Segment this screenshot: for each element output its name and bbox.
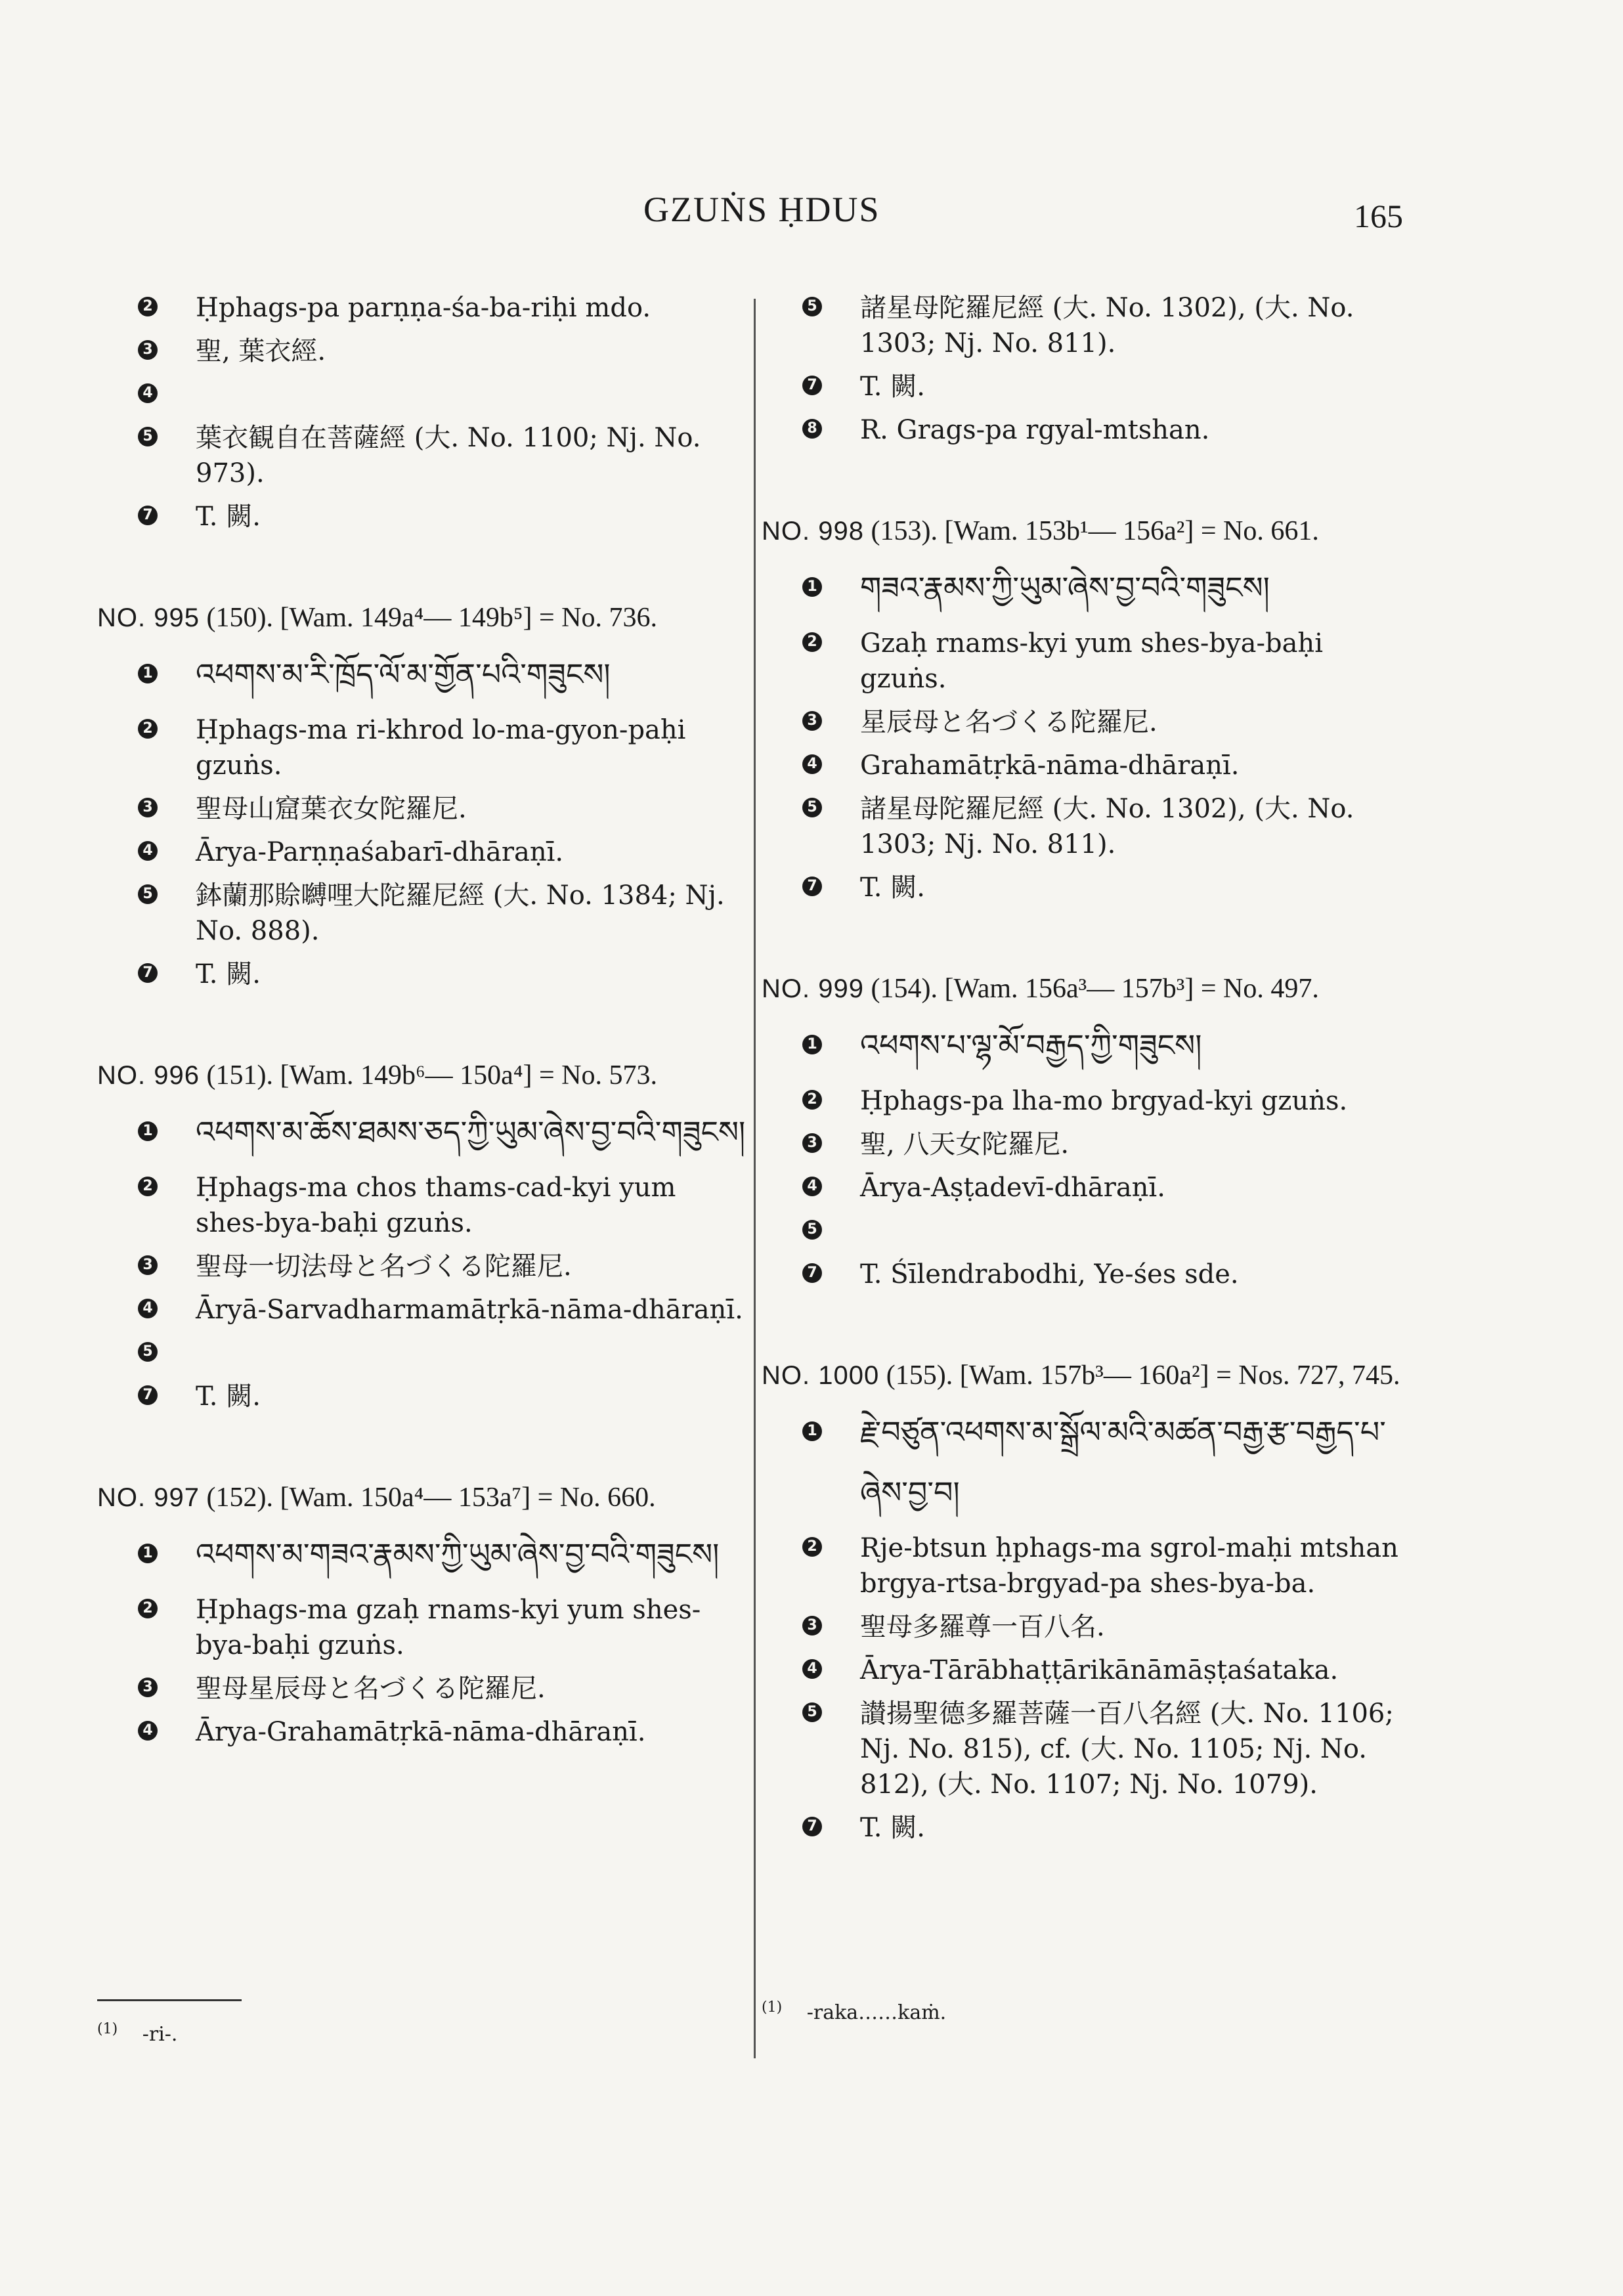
footnote-mark: (1) bbox=[97, 2021, 118, 2037]
field-text: 聖母星辰母と名づくる陀羅尼. bbox=[196, 1674, 546, 1704]
tibetan-title: རྗེ་བཙུན་འཕགས་མ་སྒྲོལ་མའི་མཚན་བརྒྱ་རྩ་བརྒྱད་པ་ཞེས་བྱ་བ། bbox=[860, 1414, 1386, 1510]
tibetan-title: འཕགས་མ་རི་ཁྲོད་ལོ་མ་གྱོན་པའི་གཟུངས། bbox=[196, 657, 611, 692]
circled-number-icon: 7 bbox=[802, 877, 822, 896]
catalog-entry bbox=[762, 1358, 1412, 1846]
circled-number-icon: 4 bbox=[138, 1299, 158, 1318]
entry-field bbox=[762, 1257, 1412, 1292]
entry-reference: [Wam. 149b⁶— 150a⁴] = No. 573. bbox=[280, 1060, 657, 1091]
field-text: 葉衣観自在菩薩經 (大. No. 1100; Nj. No. 973). bbox=[196, 423, 701, 488]
circled-number-icon: 4 bbox=[138, 1721, 158, 1741]
entry-field bbox=[762, 557, 1412, 618]
entry-field bbox=[97, 1671, 747, 1706]
entry-number: NO. 997 bbox=[97, 1483, 200, 1512]
entry-field bbox=[762, 1402, 1412, 1523]
entry-field bbox=[97, 957, 747, 992]
circled-number-icon: 1 bbox=[802, 1035, 822, 1054]
entry-number: NO. 996 bbox=[97, 1061, 200, 1090]
field-text: T. 闕. bbox=[860, 372, 925, 402]
field-text: T. 闕. bbox=[860, 1813, 925, 1843]
field-text: 聖, 八天女陀羅尼. bbox=[860, 1129, 1070, 1159]
entry-heading bbox=[97, 600, 747, 636]
entry-field bbox=[97, 644, 747, 704]
catalog-entry bbox=[97, 600, 747, 992]
field-text: Ḥphags-ma chos thams-cad-kyi yum shes-bya-baḥi gzuṅs. bbox=[196, 1173, 676, 1238]
field-text: T. 闕. bbox=[196, 959, 261, 989]
circled-number-icon: 1 bbox=[138, 1544, 158, 1563]
field-text: T. Śīlendrabodhi, Ye-śes sde. bbox=[860, 1259, 1239, 1289]
field-text: 聖母一切法母と名づくる陀羅尼. bbox=[196, 1251, 572, 1282]
catalog-entry bbox=[762, 971, 1412, 1292]
circled-number-icon: 3 bbox=[802, 1616, 822, 1635]
entry-field bbox=[762, 412, 1412, 448]
entry-paren-number: (151). bbox=[206, 1060, 273, 1091]
footnote-text: -raka……kaṁ. bbox=[806, 2001, 947, 2024]
entry-field bbox=[97, 1170, 747, 1241]
circled-number-icon: 2 bbox=[802, 1090, 822, 1110]
field-text: 聖母多羅尊一百八名. bbox=[860, 1612, 1105, 1642]
entry-number: NO. 1000 bbox=[762, 1361, 880, 1390]
entry-field bbox=[97, 791, 747, 827]
entry-reference: [Wam. 157b³— 160a²] = Nos. 727, 745. bbox=[959, 1360, 1400, 1391]
entry-field bbox=[97, 834, 747, 870]
entry-field bbox=[762, 626, 1412, 697]
entry-reference: [Wam. 156a³— 157b³] = No. 497. bbox=[944, 974, 1319, 1004]
circled-number-icon: 3 bbox=[138, 798, 158, 817]
entry-field bbox=[97, 290, 747, 326]
entry-paren-number: (153). bbox=[871, 516, 938, 546]
page-number: 165 bbox=[1354, 198, 1403, 234]
circled-number-icon: 4 bbox=[802, 754, 822, 774]
circled-number-icon: 5 bbox=[802, 1220, 822, 1240]
circled-number-icon: 5 bbox=[138, 427, 158, 446]
field-text: 諸星母陀羅尼經 (大. No. 1302), (大. No. 1303; Nj. No. 811). bbox=[860, 794, 1354, 859]
entry-field bbox=[97, 1592, 747, 1663]
entry-field bbox=[762, 704, 1412, 740]
footnote-mark: (1) bbox=[762, 1999, 783, 2016]
footnote-left bbox=[97, 1999, 688, 2046]
footnote-right bbox=[762, 1999, 1352, 2024]
right-column bbox=[762, 282, 1412, 1859]
entry-field bbox=[762, 1696, 1412, 1802]
circled-number-icon: 5 bbox=[138, 1342, 158, 1362]
circled-number-icon: 2 bbox=[138, 719, 158, 739]
circled-number-icon: 1 bbox=[138, 1121, 158, 1141]
tibetan-title: འཕགས་མ་ཆོས་ཐམས་ཅད་ཀྱི་ཡུམ་ཞེས་བྱ་བའི་གཟུངས། bbox=[196, 1114, 746, 1150]
field-text: 諸星母陀羅尼經 (大. No. 1302), (大. No. 1303; Nj. No. 811). bbox=[860, 293, 1354, 358]
entry-field bbox=[762, 1810, 1412, 1846]
footnote-rule bbox=[97, 1999, 242, 2001]
entry-field bbox=[97, 334, 747, 369]
field-text: Gzaḥ rnams-kyi yum shes-bya-baḥi gzuṅs. bbox=[860, 628, 1323, 694]
entry-heading bbox=[97, 1480, 747, 1516]
entry-reference: [Wam. 149a⁴— 149b⁵] = No. 736. bbox=[280, 603, 657, 633]
field-text: Ārya-Tārābhaṭṭārikānāmāṣṭaśataka. bbox=[860, 1655, 1339, 1685]
entry-field bbox=[762, 1530, 1412, 1601]
circled-number-icon: 5 bbox=[802, 297, 822, 316]
circled-number-icon: 7 bbox=[802, 376, 822, 395]
circled-number-icon: 7 bbox=[802, 1263, 822, 1283]
field-text: Rje-btsun ḥphags-ma sgrol-maḥi mtshan brgya-rtsa-brgyad-pa shes-bya-ba. bbox=[860, 1533, 1398, 1599]
page-title: GZUṄS ḤDUS bbox=[643, 190, 880, 229]
circled-number-icon: 3 bbox=[138, 1255, 158, 1275]
circled-number-icon: 3 bbox=[802, 1133, 822, 1153]
field-text: 讃揚聖德多羅菩薩一百八名經 (大. No. 1106; Nj. No. 815), cf. (大. No. 1105; Nj. No. 812), (大. No. 1107; Nj. No. 1079). bbox=[860, 1699, 1394, 1800]
field-text: R. Grags-pa rgyal-mtshan. bbox=[860, 415, 1210, 445]
circled-number-icon: 2 bbox=[138, 1177, 158, 1196]
entry-number: NO. 998 bbox=[762, 517, 864, 546]
entry-field bbox=[762, 1213, 1412, 1249]
circled-number-icon: 2 bbox=[138, 1599, 158, 1618]
entry-field bbox=[762, 290, 1412, 361]
field-text: Ārya-Grahamātṛkā-nāma-dhāraṇī. bbox=[196, 1717, 646, 1747]
circled-number-icon: 7 bbox=[138, 1385, 158, 1405]
field-text: Ḥphags-pa parṇṇa-śa-ba-riḥi mdo. bbox=[196, 293, 651, 323]
field-text: Grahamātṛkā-nāma-dhāraṇī. bbox=[860, 750, 1240, 781]
circled-number-icon: 1 bbox=[138, 664, 158, 683]
entry-field bbox=[97, 878, 747, 949]
entry-field bbox=[762, 369, 1412, 404]
catalog-entry bbox=[762, 513, 1412, 905]
entry-field bbox=[762, 1170, 1412, 1205]
entry-field bbox=[97, 377, 747, 412]
entry-field bbox=[762, 1015, 1412, 1075]
entry-field bbox=[762, 870, 1412, 905]
catalog-entry bbox=[97, 290, 747, 534]
entry-field bbox=[97, 1335, 747, 1371]
field-text: 鉢蘭那賒嚩哩大陀羅尼經 (大. No. 1384; Nj. No. 888). bbox=[196, 880, 725, 946]
entry-field bbox=[762, 1083, 1412, 1119]
circled-number-icon: 4 bbox=[802, 1177, 822, 1196]
circled-number-icon: 5 bbox=[138, 884, 158, 904]
entry-reference: [Wam. 153b¹— 156a²] = No. 661. bbox=[944, 516, 1319, 546]
entry-field bbox=[762, 748, 1412, 783]
entry-paren-number: (154). bbox=[871, 974, 938, 1004]
entry-number: NO. 999 bbox=[762, 974, 864, 1003]
entry-paren-number: (150). bbox=[206, 603, 273, 633]
tibetan-title: གཟའ་རྣམས་ཀྱི་ཡུམ་ཞེས་བྱ་བའི་གཟུངས། bbox=[860, 570, 1270, 605]
field-text: Ḥphags-ma ri-khrod lo-ma-gyon-paḥi gzuṅs. bbox=[196, 715, 686, 781]
field-text: Āryā-Sarvadharmamātṛkā-nāma-dhāraṇī. bbox=[196, 1295, 743, 1325]
circled-number-icon: 2 bbox=[802, 1537, 822, 1557]
field-text: T. 闕. bbox=[860, 873, 925, 903]
footnote-text: -ri-. bbox=[142, 2023, 178, 2046]
field-text: Ḥphags-ma gzaḥ rnams-kyi yum shes-bya-baḥi gzuṅs. bbox=[196, 1595, 701, 1660]
circled-number-icon: 5 bbox=[802, 1702, 822, 1722]
circled-number-icon: 4 bbox=[138, 383, 158, 403]
circled-number-icon: 1 bbox=[802, 1421, 822, 1441]
column-divider bbox=[754, 299, 756, 2058]
circled-number-icon: 3 bbox=[802, 711, 822, 731]
entry-heading bbox=[762, 1358, 1412, 1394]
circled-number-icon: 2 bbox=[138, 297, 158, 316]
entry-field bbox=[97, 420, 747, 491]
field-text: Ārya-Parṇṇaśabarī-dhāraṇī. bbox=[196, 837, 564, 867]
tibetan-title: འཕགས་པ་ལྷ་མོ་བརྒྱད་ཀྱི་གཟུངས། bbox=[860, 1028, 1202, 1063]
entry-field bbox=[97, 1524, 747, 1584]
entry-field bbox=[97, 1102, 747, 1162]
entry-field bbox=[97, 1249, 747, 1284]
field-text: T. 闕. bbox=[196, 1381, 261, 1412]
entry-field bbox=[97, 712, 747, 783]
circled-number-icon: 5 bbox=[802, 798, 822, 817]
left-column bbox=[97, 282, 747, 1763]
catalog-entry bbox=[97, 1480, 747, 1750]
entry-heading bbox=[762, 971, 1412, 1007]
entry-field bbox=[762, 1653, 1412, 1688]
entry-heading bbox=[762, 513, 1412, 550]
field-text: Ārya-Aṣṭadevī-dhāraṇī. bbox=[860, 1173, 1165, 1203]
field-text: Ḥphags-pa lha-mo brgyad-kyi gzuṅs. bbox=[860, 1086, 1348, 1116]
entry-field bbox=[97, 499, 747, 534]
tibetan-title: འཕགས་མ་གཟའ་རྣམས་ཀྱི་ཡུམ་ཞེས་བྱ་བའི་གཟུངས། bbox=[196, 1536, 720, 1572]
field-text: 聖, 葉衣經. bbox=[196, 336, 326, 366]
entry-heading bbox=[97, 1058, 747, 1094]
field-text: T. 闕. bbox=[196, 502, 261, 532]
circled-number-icon: 7 bbox=[138, 506, 158, 525]
entry-number: NO. 995 bbox=[97, 603, 200, 632]
circled-number-icon: 8 bbox=[802, 419, 822, 439]
entry-paren-number: (155). bbox=[886, 1360, 953, 1391]
entry-field bbox=[762, 1609, 1412, 1645]
catalog-entry bbox=[97, 1058, 747, 1414]
field-text: 星辰母と名づくる陀羅尼. bbox=[860, 707, 1158, 737]
entry-field bbox=[762, 791, 1412, 862]
circled-number-icon: 2 bbox=[802, 632, 822, 652]
circled-number-icon: 1 bbox=[802, 577, 822, 597]
entry-paren-number: (152). bbox=[206, 1483, 273, 1513]
circled-number-icon: 4 bbox=[802, 1659, 822, 1679]
circled-number-icon: 3 bbox=[138, 340, 158, 360]
entry-field bbox=[97, 1292, 747, 1328]
entry-field bbox=[762, 1127, 1412, 1162]
entry-field bbox=[97, 1379, 747, 1414]
field-text: 聖母山窟葉衣女陀羅尼. bbox=[196, 794, 467, 824]
circled-number-icon: 7 bbox=[138, 963, 158, 983]
circled-number-icon: 3 bbox=[138, 1678, 158, 1697]
entry-reference: [Wam. 150a⁴— 153a⁷] = No. 660. bbox=[280, 1483, 656, 1513]
circled-number-icon: 7 bbox=[802, 1817, 822, 1836]
entry-field bbox=[97, 1714, 747, 1750]
circled-number-icon: 4 bbox=[138, 841, 158, 861]
catalog-entry bbox=[762, 290, 1412, 448]
